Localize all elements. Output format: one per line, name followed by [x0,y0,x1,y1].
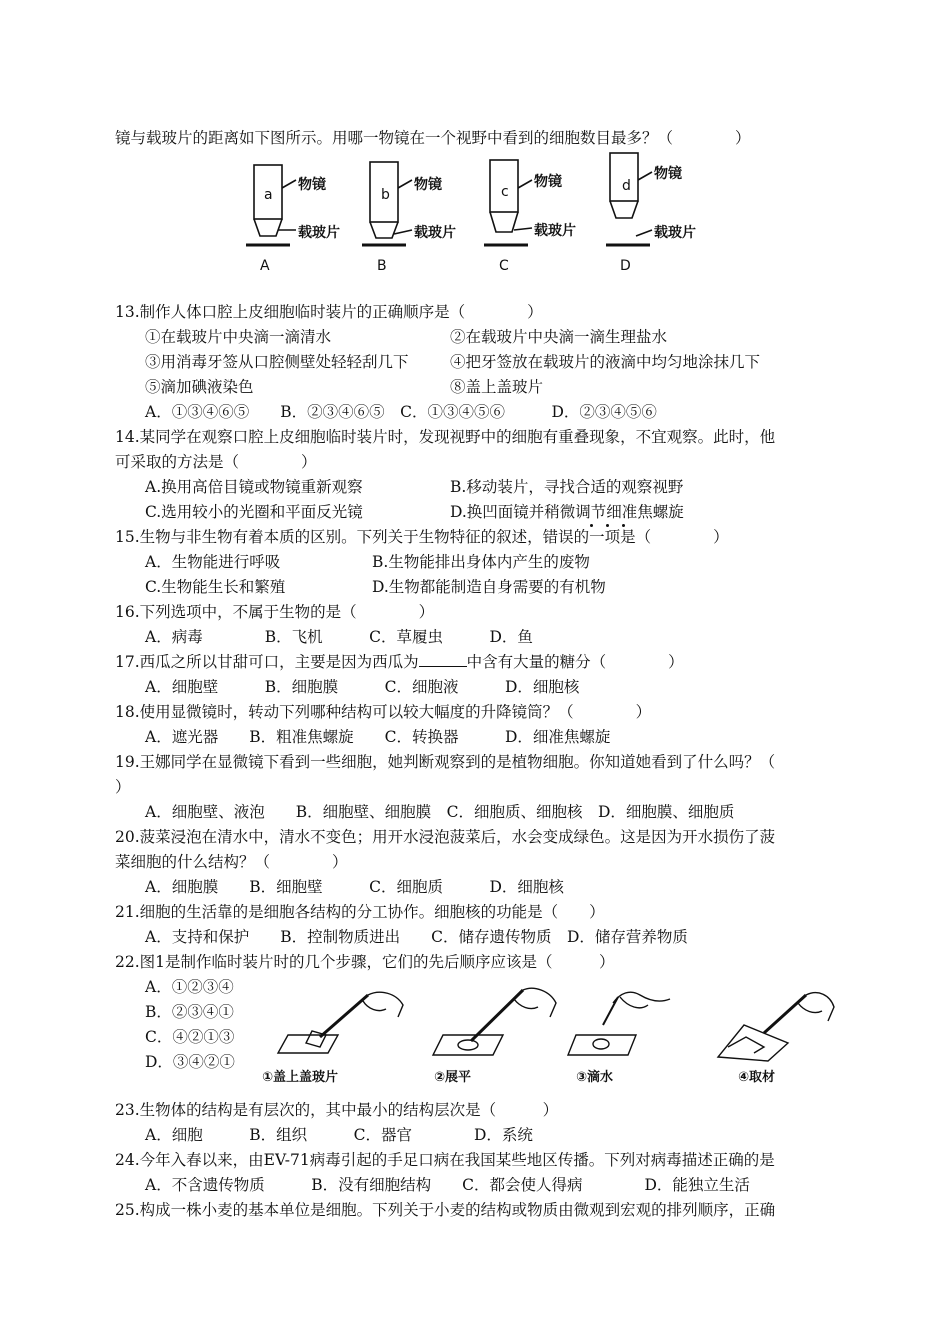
objective-label-a: 物镜 [298,177,326,193]
q17-options: A．细胞壁 B．细胞膜 C．细胞液 D．细胞核 [145,678,580,696]
emphasis-dot [622,524,625,527]
objective-d-diagram [606,153,652,245]
q14-stem-line2: 可采取的方法是（ ） [115,453,317,471]
q13-options: A．①③④⑥⑤ B．②③④⑥⑤ C．①③④⑤⑥ D．②③④⑤⑥ [145,403,657,421]
q14-option-b: B.移动装片，寻找合适的观察视野 [450,478,684,496]
q23-options: A．细胞 B．组织 C．器官 D．系统 [145,1126,533,1144]
q12-stem: 镜与载玻片的距离如下图所示。用哪一物镜在一个视野中看到的细胞数目最多？（ ） [115,129,751,147]
figure-caption-3: ③滴水 [576,1070,614,1085]
figure-caption-2: ②展平 [434,1070,472,1085]
slide-label-a: 载玻片 [298,225,340,241]
q19-stem-line2: ） [115,778,131,796]
q15-option-d: D.生物都能制造自身需要的有机物 [372,578,606,596]
lens-letter-a: a [264,187,273,203]
q22-option-c: C．④②①③ [145,1028,235,1046]
q21-stem: 21.细胞的生活靠的是细胞各结构的分工协作。细胞核的功能是（ ） [115,903,605,921]
slide-label-b: 载玻片 [414,225,456,241]
objective-label-b: 物镜 [414,177,442,193]
q17-stem-part1: 17.西瓜之所以甘甜可口，主要是因为西瓜为 [115,653,419,671]
q15-stem: 15.生物与非生物有着本质的区别。下列关于生物特征的叙述，错误的一项是（ ） [115,528,729,546]
q15-option-c: C.生物能生长和繁殖 [145,578,286,596]
q13-step-2: ②在载玻片中央滴一滴生理盐水 [450,328,668,346]
q23-stem: 23.生物体的结构是有层次的，其中最小的结构层次是（ ） [115,1101,559,1119]
objective-lens-figure [240,150,720,280]
q18-options: A．遮光器 B．粗准焦螺旋 C．转换器 D．细准焦螺旋 [145,728,611,746]
slide-preparation-figure [268,985,838,1065]
q17-stem-part2: 中含有大量的糖分（ ） [466,653,684,671]
q17-stem [115,652,684,672]
figure-option-c: C [499,258,509,274]
q24-stem: 24.今年入春以来，由EV-71病毒引起的手足口病在我国某些地区传播。下列对病毒描述正确的是 [115,1151,775,1169]
q18-stem: 18.使用显微镜时，转动下列哪种结构可以较大幅度的升降镜筒？（ ） [115,703,652,721]
lens-letter-c: c [501,184,509,200]
objective-c-diagram [484,160,532,245]
q16-stem: 16.下列选项中，不属于生物的是（ ） [115,603,435,621]
q21-options: A．支持和保护 B．控制物质进出 C．储存遗传物质 D．储存营养物质 [145,928,688,946]
q19-options: A．细胞壁、液泡 B．细胞壁、细胞膜 C．细胞质、细胞核 D．细胞膜、细胞质 [145,803,735,821]
emphasis-dot [590,524,593,527]
q22-option-a: A．①②③④ [145,978,234,996]
slide-label-d: 载玻片 [654,225,696,241]
slide-label-c: 载玻片 [534,223,576,239]
q13-step-5: ⑤滴加碘液染色 [145,378,254,396]
figure-option-d: D [620,258,631,274]
objective-label-c: 物镜 [534,174,562,190]
figure-caption-4: ④取材 [738,1070,776,1085]
lens-letter-b: b [381,187,390,203]
q14-stem-line1: 14.某同学在观察口腔上皮细胞临时装片时，发现视野中的细胞有重叠现象，不宜观察。此时，他 [115,428,776,446]
q15-option-b: B.生物能排出身体内产生的废物 [372,553,590,571]
step-drop-water-drawing [568,992,670,1055]
q13-stem: 13.制作人体口腔上皮细胞临时装片的正确顺序是（ ） [115,303,543,321]
q14-option-d: D.换凹面镜并稍微调节细准焦螺旋 [450,503,684,521]
q13-step-1: ①在载玻片中央滴一滴清水 [145,328,332,346]
q14-option-a: A.换用高倍目镜或物镜重新观察 [145,478,363,496]
q13-step-4: ④把牙签放在载玻片的液滴中均匀地涂抹几下 [450,353,761,371]
objective-b-diagram [362,162,412,245]
q13-step-3: ③用消毒牙签从口腔侧壁处轻轻刮几下 [145,353,409,371]
fill-blank [419,652,467,667]
step-take-material-drawing [718,993,834,1061]
q14-option-c: C.选用较小的光圈和平面反光镜 [145,503,363,521]
figure-option-b: B [377,258,387,274]
q16-options: A．病毒 B．飞机 C．草履虫 D．鱼 [145,628,533,646]
lens-letter-d: d [622,178,631,194]
q20-stem-line1: 20.菠菜浸泡在清水中，清水不变色；用开水浸泡菠菜后，水会变成绿色。这是因为开水损伤了菠 [115,828,776,846]
step-cover-slip-drawing [278,992,403,1053]
q20-stem-line2: 菜细胞的什么结构？（ ） [115,853,348,871]
figure-option-a: A [260,258,270,274]
step-spread-drawing [433,988,556,1055]
q22-option-b: B．②③④① [145,1003,234,1021]
figure-caption-1: ①盖上盖玻片 [262,1070,339,1085]
q24-options: A．不含遗传物质 B．没有细胞结构 C．都会使人得病 D．能独立生活 [145,1176,750,1194]
q19-stem-line1: 19.王娜同学在显微镜下看到一些细胞，她判断观察到的是植物细胞。你知道她看到了什么吗？（ [115,753,776,771]
objective-label-d: 物镜 [654,166,682,182]
q25-stem: 25.构成一株小麦的基本单位是细胞。下列关于小麦的结构或物质由微观到宏观的排列顺序，正确 [115,1201,776,1219]
q15-option-a: A．生物能进行呼吸 [145,553,281,571]
q13-step-6: ⑧盖上盖玻片 [450,378,544,396]
q22-stem: 22.图1是制作临时装片时的几个步骤，它们的先后顺序应该是（ ） [115,953,615,971]
q22-option-d: D．③④②① [145,1053,235,1071]
emphasis-dot [606,524,609,527]
q20-options: A．细胞膜 B．细胞壁 C．细胞质 D．细胞核 [145,878,564,896]
objective-a-diagram [246,165,296,245]
